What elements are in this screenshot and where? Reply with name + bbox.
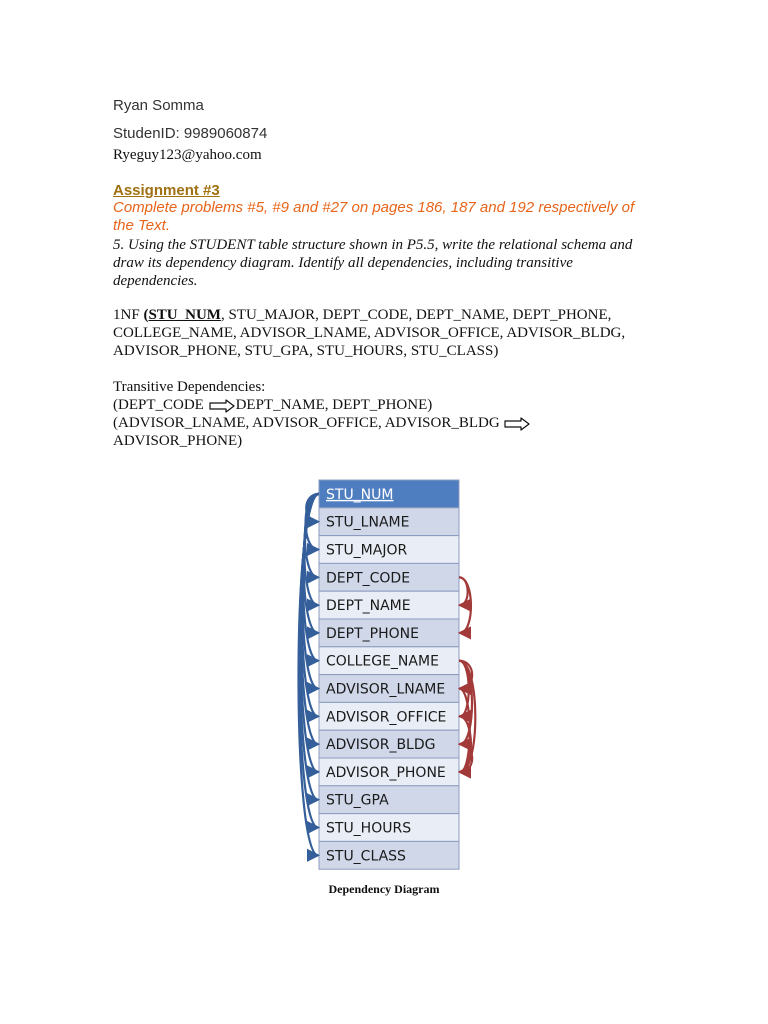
transitive-line-1 bbox=[113, 397, 432, 414]
assignment-description: Complete problems #5, #9 and #27 on pages 186, 187 and 192 respectively of the Text. bbox=[113, 199, 635, 234]
schema-primary-key: STU_NUM bbox=[148, 307, 221, 323]
attribute-label: ADVISOR_OFFICE bbox=[326, 709, 447, 726]
transitive-line-1-left: (DEPT_CODE bbox=[113, 397, 204, 413]
student-id: StudenID: 9989060874 bbox=[113, 125, 268, 142]
dependency-diagram bbox=[286, 478, 486, 878]
relational-schema bbox=[113, 306, 658, 360]
attribute-label: DEPT_PHONE bbox=[326, 625, 419, 642]
implies-arrow-icon bbox=[504, 417, 530, 431]
transitive-line-1-right: DEPT_NAME, DEPT_PHONE) bbox=[235, 397, 433, 413]
author-name: Ryan Somma bbox=[113, 97, 204, 114]
attribute-label: STU_HOURS bbox=[326, 820, 412, 837]
attribute-label: STU_MAJOR bbox=[326, 542, 408, 559]
attribute-label: ADVISOR_BLDG bbox=[326, 737, 436, 754]
attribute-key-label: STU_NUM bbox=[326, 486, 394, 503]
attribute-label: ADVISOR_LNAME bbox=[326, 681, 446, 698]
transitive-line-3: ADVISOR_PHONE) bbox=[113, 433, 243, 449]
assignment-title: Assignment #3 bbox=[113, 182, 220, 199]
transitive-line-2 bbox=[113, 415, 531, 432]
attribute-label: STU_LNAME bbox=[326, 514, 410, 531]
attribute-label: STU_GPA bbox=[326, 792, 389, 809]
transitive-heading: Transitive Dependencies: bbox=[113, 379, 266, 395]
schema-attributes: , STU_MAJOR, DEPT_CODE, DEPT_NAME, DEPT_PHONE, COLLEGE_NAME, ADVISOR_LNAME, ADVISOR_OFFICE, ADVISOR_BLDG, ADVISOR_PHONE, STU_GPA, STU_HOURS, STU_CLASS) bbox=[113, 307, 626, 359]
attribute-label: DEPT_NAME bbox=[326, 598, 411, 615]
email: Ryeguy123@yahoo.com bbox=[113, 147, 262, 163]
implies-arrow-icon bbox=[209, 399, 235, 413]
schema-open-paren: ( bbox=[143, 307, 149, 323]
attribute-label: DEPT_CODE bbox=[326, 570, 411, 587]
attribute-rows bbox=[319, 480, 459, 869]
attribute-label: ADVISOR_PHONE bbox=[326, 764, 446, 781]
diagram-caption: Dependency Diagram bbox=[328, 882, 440, 896]
attribute-label: COLLEGE_NAME bbox=[326, 653, 439, 670]
attribute-label: STU_CLASS bbox=[326, 848, 406, 865]
transitive-line-2-left: (ADVISOR_LNAME, ADVISOR_OFFICE, ADVISOR_BLDG bbox=[113, 415, 500, 431]
problem-statement: 5. Using the STUDENT table structure shown in P5.5, write the relational schema and draw its dependency diagram. Identify all dependencies, including transitive dependencies. bbox=[113, 237, 633, 289]
schema-prefix: 1NF bbox=[113, 307, 144, 323]
